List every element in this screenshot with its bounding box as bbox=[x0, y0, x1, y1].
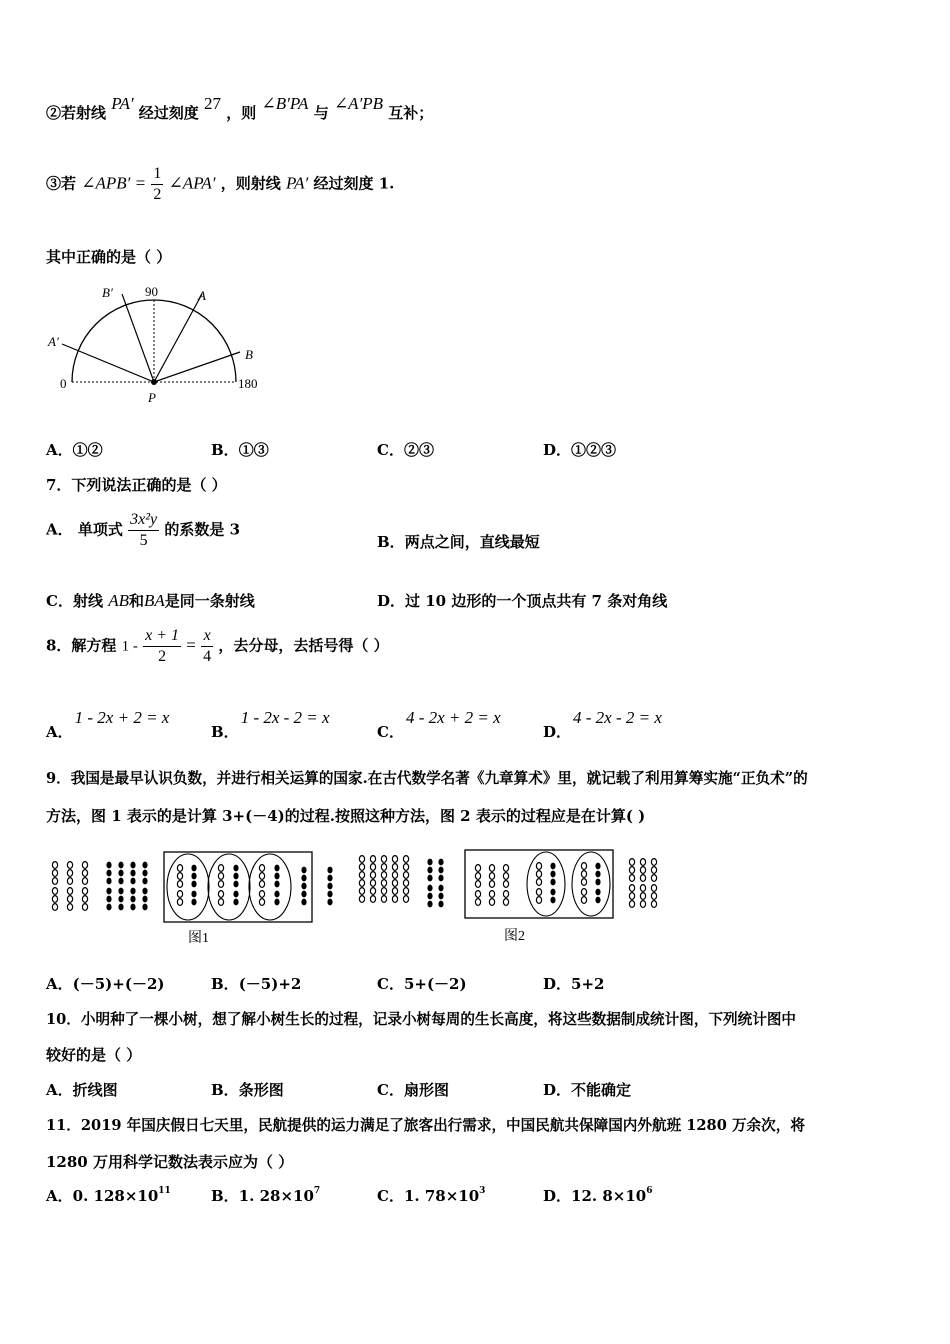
q10-stem-line-1: 10．小明种了一棵小树，想了解小树生长的过程，记录小树每周的生长高度，将这些数据制成统计图，下列统计图中 bbox=[46, 1011, 797, 1028]
q10-option-c-letter: C． bbox=[377, 1081, 404, 1099]
q9-option-b-text: (－5)+2 bbox=[238, 975, 302, 993]
q7-option-c[interactable] bbox=[46, 590, 255, 611]
label-b-prime: B′ bbox=[102, 285, 113, 300]
q7-option-a-letter: A． bbox=[46, 520, 73, 539]
q8-eq-sign: = bbox=[186, 635, 196, 655]
fig1-caption: 图1 bbox=[188, 931, 209, 946]
q8-fraction-2 bbox=[201, 626, 213, 667]
q11-option-a-base: 0. 128×10 bbox=[72, 1187, 159, 1205]
q11-option-a[interactable] bbox=[46, 1185, 171, 1206]
q6-option-d-text: ①②③ bbox=[571, 441, 617, 459]
ray-pa bbox=[154, 294, 202, 382]
q10-option-b-text: 条形图 bbox=[238, 1081, 284, 1099]
q8-option-a-text: 1 - 2x + 2 = x bbox=[74, 708, 170, 727]
q7-option-a-prefix: 单项式 bbox=[77, 520, 123, 539]
q6-option-a-letter: A． bbox=[46, 441, 73, 459]
q9-option-c-text: 5+(－2) bbox=[403, 975, 467, 993]
q6-s3-ray: PA′ bbox=[285, 173, 309, 193]
q6-option-a[interactable] bbox=[46, 439, 103, 460]
q11-option-b-letter: B． bbox=[211, 1187, 239, 1205]
q7-option-b[interactable] bbox=[377, 531, 540, 552]
q9-option-d[interactable] bbox=[543, 973, 604, 994]
q11-option-b-exp: 7 bbox=[313, 1186, 321, 1196]
q11-option-c-letter: C． bbox=[377, 1187, 404, 1205]
ray-pb-prime bbox=[122, 294, 154, 382]
q11-option-d-letter: D． bbox=[543, 1187, 572, 1205]
fig1-negative-rods bbox=[106, 862, 147, 911]
q11-stem-line-1: 11．2019 年国庆假日七天里，民航提供的运力满足了旅客出行需求，中国民航共保障国内外航班 1280 万余次，将 bbox=[46, 1117, 805, 1134]
q11-option-a-letter: A． bbox=[46, 1187, 73, 1205]
q9-option-a-text: (－5)+(－2) bbox=[72, 975, 165, 993]
fig2-positive-rods bbox=[359, 856, 408, 903]
label-b: B bbox=[245, 347, 253, 362]
q6-option-c-letter: C． bbox=[377, 441, 404, 459]
q7-stem: 7．下列说法正确的是（ ） bbox=[46, 476, 227, 494]
q8-option-d[interactable] bbox=[543, 707, 662, 741]
q6-option-a-text: ①② bbox=[72, 441, 103, 459]
q11-option-d-base: 12. 8×10 bbox=[571, 1187, 647, 1205]
fig1-box bbox=[164, 852, 312, 922]
label-0: 0 bbox=[60, 376, 67, 391]
fig2-negative-rods bbox=[427, 859, 443, 908]
q10-option-c-text: 扇形图 bbox=[403, 1081, 449, 1099]
label-a-prime: A′ bbox=[48, 334, 59, 349]
q6-statement-3 bbox=[46, 164, 394, 205]
q7-option-a[interactable] bbox=[46, 510, 240, 551]
q9-stem-line-2: 方法，图 1 表示的是计算 3+(－4)的过程.按照这种方法，图 2 表示的过程应是在计算( ) bbox=[46, 807, 646, 825]
q7-option-c-suffix: 是同一条射线 bbox=[164, 592, 255, 610]
q10-option-a[interactable] bbox=[46, 1079, 118, 1100]
q7-option-c-letter: C． bbox=[46, 592, 73, 610]
q6-s3-angle1: ∠APB′ = bbox=[81, 173, 147, 193]
q8-option-c-text: 4 - 2x + 2 = x bbox=[405, 708, 501, 727]
q10-stem-line-2: 较好的是（ ） bbox=[46, 1046, 142, 1064]
q8-option-d-letter: D． bbox=[543, 723, 572, 741]
q8-option-c[interactable] bbox=[377, 707, 501, 741]
q7-monomial-den: 5 bbox=[139, 532, 148, 549]
fig2-box bbox=[465, 850, 613, 918]
q9-option-c[interactable] bbox=[377, 973, 467, 994]
q11-option-a-exp: 11 bbox=[158, 1186, 171, 1196]
q7-option-d[interactable] bbox=[377, 590, 667, 611]
q11-option-c[interactable] bbox=[377, 1185, 485, 1206]
q6-s2-angle1: ∠B′PA bbox=[261, 94, 309, 113]
label-180: 180 bbox=[238, 376, 258, 391]
q6-s2-prefix: ②若射线 bbox=[46, 104, 107, 122]
q7-option-b-letter: B． bbox=[377, 533, 405, 551]
q7-option-d-text: 过 10 边形的一个顶点共有 7 条对角线 bbox=[405, 592, 668, 610]
q6-option-d-letter: D． bbox=[543, 441, 572, 459]
q9-option-b-letter: B． bbox=[211, 975, 239, 993]
q8-fraction-1 bbox=[143, 626, 181, 667]
q9-option-a[interactable] bbox=[46, 973, 164, 994]
q8-prefix: 8．解方程 bbox=[46, 636, 117, 655]
q7-monomial-fraction bbox=[128, 510, 159, 551]
label-a: A bbox=[198, 288, 206, 303]
q8-option-d-text: 4 - 2x - 2 = x bbox=[573, 708, 662, 727]
q7-option-b-text: 两点之间，直线最短 bbox=[404, 533, 540, 551]
fig2-caption: 图2 bbox=[504, 929, 525, 944]
q6-s3-frac-num: 1 bbox=[151, 164, 163, 185]
q11-option-c-exp: 3 bbox=[479, 1186, 486, 1196]
q6-option-b-text: ①③ bbox=[238, 441, 269, 459]
q7-option-d-letter: D． bbox=[377, 592, 406, 610]
point-p bbox=[151, 379, 157, 385]
fig1-paired-rods bbox=[167, 854, 307, 920]
q11-option-d[interactable] bbox=[543, 1185, 652, 1206]
q8-frac1-den: 2 bbox=[158, 648, 167, 665]
label-90: 90 bbox=[145, 284, 158, 299]
q10-option-d-letter: D． bbox=[543, 1081, 572, 1099]
q11-option-d-exp: 6 bbox=[646, 1186, 653, 1196]
counting-rods-figure bbox=[46, 848, 676, 948]
q6-option-c[interactable] bbox=[377, 439, 434, 460]
q10-option-b-letter: B． bbox=[211, 1081, 239, 1099]
q11-option-b-base: 1. 28×10 bbox=[238, 1187, 314, 1205]
q9-stem-line-1: 9．我国是最早认识负数，并进行相关运算的国家.在古代数学名著《九章算术》里，就记载了利用算筹实施“正负术”的 bbox=[46, 770, 808, 787]
protractor-figure bbox=[44, 280, 274, 408]
q10-option-a-text: 折线图 bbox=[72, 1081, 118, 1099]
q6-s2-mid3: 与 bbox=[313, 104, 329, 122]
q7-ray-ab: AB bbox=[108, 591, 129, 610]
q6-s3-mid: ，则射线 bbox=[220, 174, 281, 193]
q7-ray-ba: BA bbox=[144, 591, 165, 610]
ray-pa-prime bbox=[62, 344, 154, 382]
q7-option-c-prefix: 射线 bbox=[72, 592, 103, 610]
q9-option-a-letter: A． bbox=[46, 975, 73, 993]
q6-option-b[interactable] bbox=[211, 439, 269, 460]
q9-option-c-letter: C． bbox=[377, 975, 404, 993]
q10-option-d[interactable] bbox=[543, 1079, 631, 1100]
q8-eq-left: 1 - bbox=[121, 638, 138, 655]
q10-option-c[interactable] bbox=[377, 1079, 449, 1100]
q6-s3-fraction bbox=[151, 164, 163, 205]
q6-s2-value: 27 bbox=[204, 94, 222, 113]
q6-option-d[interactable] bbox=[543, 439, 616, 460]
q6-question: 其中正确的是（ ） bbox=[46, 248, 172, 266]
q11-stem-line-2: 1280 万用科学记数法表示应为（ ） bbox=[46, 1153, 294, 1171]
q8-option-c-letter: C． bbox=[377, 723, 404, 741]
q6-s2-angle2: ∠A′PB bbox=[333, 94, 384, 113]
fig1-positive-rods bbox=[52, 862, 87, 911]
q8-frac2-den: 4 bbox=[203, 648, 212, 665]
q11-option-b[interactable] bbox=[211, 1185, 320, 1206]
q6-s3-suffix: 经过刻度 1. bbox=[313, 174, 395, 193]
q6-s3-prefix: ③若 bbox=[46, 174, 77, 193]
q11-option-c-base: 1. 78×10 bbox=[403, 1187, 480, 1205]
fig2-result-rods bbox=[629, 859, 656, 908]
q10-option-b[interactable] bbox=[211, 1079, 284, 1100]
fig1-result-rod bbox=[327, 867, 332, 906]
fig2-paired-rods bbox=[475, 852, 610, 916]
q8-option-b-letter: B． bbox=[211, 723, 239, 741]
q6-option-b-letter: B． bbox=[211, 441, 239, 459]
q6-s2-suffix: 互补； bbox=[388, 104, 434, 122]
q9-option-d-text: 5+2 bbox=[571, 975, 605, 993]
q6-statement-2 bbox=[46, 94, 434, 123]
q6-option-c-text: ②③ bbox=[403, 441, 434, 459]
q8-option-b[interactable] bbox=[211, 707, 330, 741]
ray-pb bbox=[154, 352, 240, 382]
q8-option-a[interactable] bbox=[46, 707, 170, 741]
q8-frac2-num: x bbox=[201, 626, 213, 647]
q9-option-d-letter: D． bbox=[543, 975, 572, 993]
q6-s3-frac-den: 2 bbox=[153, 186, 162, 203]
q6-s2-ray: PA′ bbox=[111, 94, 134, 113]
q8-stem bbox=[46, 626, 389, 667]
q7-monomial-num: 3x²y bbox=[128, 510, 159, 531]
label-p: P bbox=[148, 390, 156, 405]
q8-suffix: ，去分母，去括号得（ ） bbox=[218, 636, 389, 655]
q8-frac1-num: x + 1 bbox=[143, 626, 181, 647]
q10-option-a-letter: A． bbox=[46, 1081, 73, 1099]
q10-option-d-text: 不能确定 bbox=[571, 1081, 632, 1099]
q7-option-a-suffix: 的系数是 3 bbox=[164, 520, 241, 539]
q9-option-b[interactable] bbox=[211, 973, 301, 994]
q8-option-b-text: 1 - 2x - 2 = x bbox=[240, 708, 330, 727]
q6-s2-mid1: 经过刻度 bbox=[138, 104, 199, 122]
q8-option-a-letter: A． bbox=[46, 723, 73, 741]
q6-s2-mid2: ，则 bbox=[226, 104, 257, 122]
q6-s3-angle2: ∠APA′ bbox=[168, 173, 216, 193]
q7-option-c-mid: 和 bbox=[128, 592, 144, 610]
